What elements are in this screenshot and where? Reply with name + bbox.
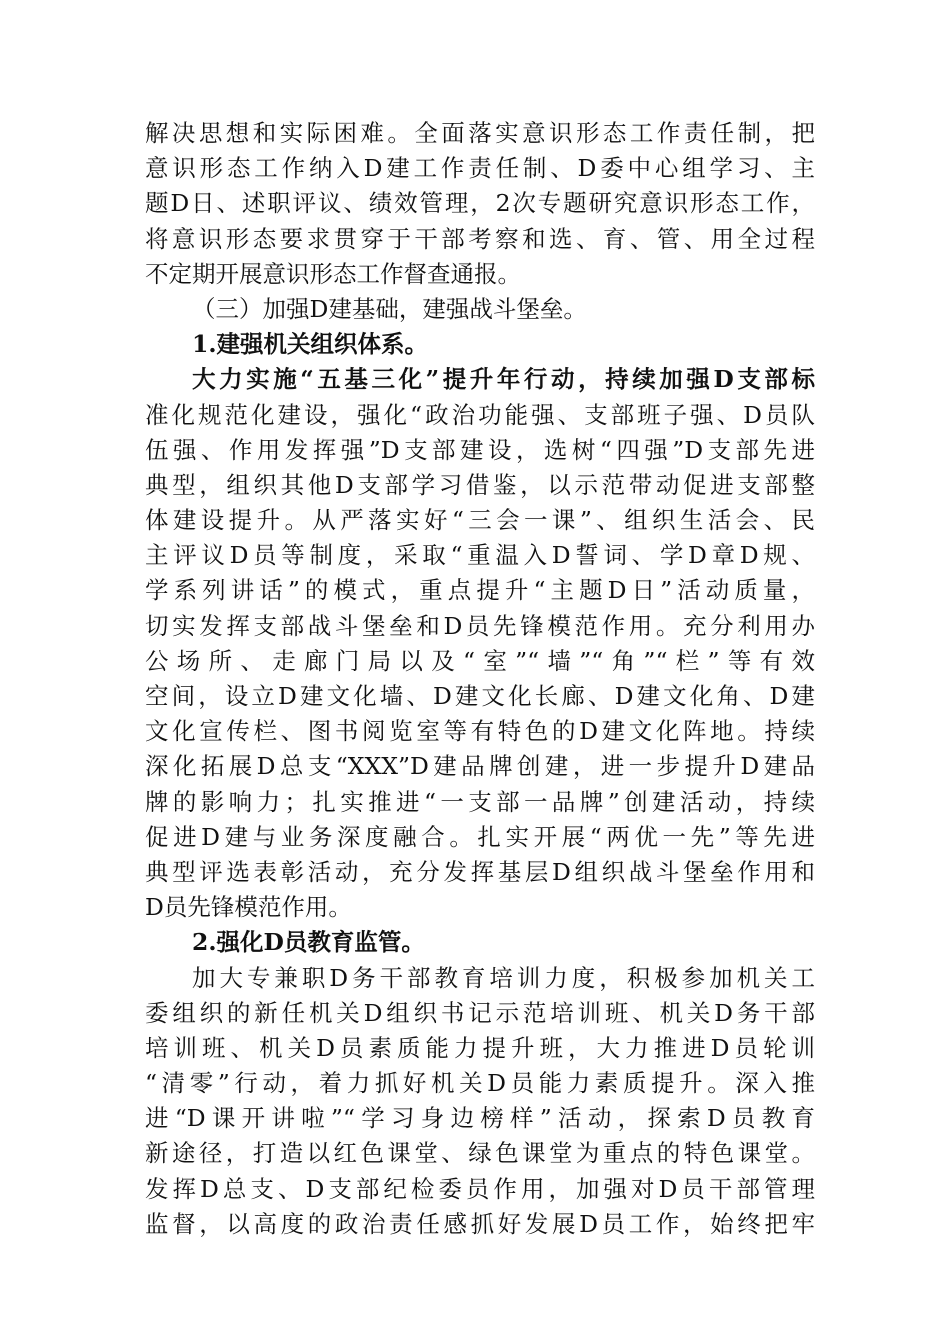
paragraph-line: 题D日、述职评议、绩效管理，2次专题研究意识形态工作， bbox=[145, 189, 815, 218]
paragraph-line: 意识形态工作纳入D建工作责任制、D委中心组学习、主 bbox=[145, 154, 815, 183]
paragraph-line: “清零”行动，着力抓好机关D员能力素质提升。深入推 bbox=[145, 1069, 815, 1098]
paragraph-line: 新途径，打造以红色课堂、绿色课堂为重点的特色课堂。 bbox=[145, 1139, 815, 1168]
document-body bbox=[145, 116, 815, 1242]
paragraph-line: 体建设提升。从严落实好“三会一课”、组织生活会、民 bbox=[145, 506, 815, 535]
paragraph-line: 典型评选表彰活动，充分发挥基层D组织战斗堡垒作用和 bbox=[145, 857, 815, 886]
section-heading: （三）加强D建基础，建强战斗堡垒。 bbox=[192, 294, 587, 323]
paragraph-line: 牌的影响力；扎实推进“一支部一品牌”创建活动，持续 bbox=[145, 787, 815, 816]
paragraph-line: 主评议D员等制度，采取“重温入D誓词、学D章D规、 bbox=[145, 541, 815, 570]
subsection-heading: 2.强化D员教育监管。 bbox=[192, 928, 425, 957]
paragraph-line: 公场所、走廊门局以及“室”“墙”“角”“栏”等有效 bbox=[145, 646, 815, 675]
paragraph-line: 深化拓展D总支“XXX”D建品牌创建，进一步提升D建品 bbox=[145, 752, 815, 781]
paragraph-line: 伍强、作用发挥强”D支部建设，选树“四强”D支部先进 bbox=[145, 435, 815, 464]
paragraph-line: 学系列讲话”的模式，重点提升“主题D日”活动质量， bbox=[145, 576, 815, 605]
paragraph-line: 文化宣传栏、图书阅览室等有特色的D建文化阵地。持续 bbox=[145, 717, 815, 746]
paragraph-line: 促进D建与业务深度融合。扎实开展“两优一先”等先进 bbox=[145, 822, 815, 851]
paragraph-line: 准化规范化建设，强化“政治功能强、支部班子强、D员队 bbox=[145, 400, 815, 429]
paragraph-line: D员先锋模范作用。 bbox=[145, 893, 352, 922]
paragraph-line: 委组织的新任机关D组织书记示范培训班、机关D务干部 bbox=[145, 998, 815, 1027]
paragraph-line: 典型，组织其他D支部学习借鉴，以示范带动促进支部整 bbox=[145, 470, 815, 499]
paragraph-line: 解决思想和实际困难。全面落实意识形态工作责任制，把 bbox=[145, 119, 815, 147]
paragraph-line: 培训班、机关D员素质能力提升班，大力推进D员轮训 bbox=[145, 1033, 815, 1062]
paragraph-line-bold: 大力实施“五基三化”提升年行动，持续加强D支部标 bbox=[192, 365, 815, 394]
paragraph-line: 不定期开展意识形态工作督查通报。 bbox=[145, 259, 521, 288]
paragraph-line: 将意识形态要求贯穿于干部考察和选、育、管、用全过程 bbox=[145, 224, 815, 253]
subsection-heading: 1.建强机关组织体系。 bbox=[192, 330, 429, 359]
paragraph-line: 发挥D总支、D支部纪检委员作用，加强对D员干部管理 bbox=[145, 1174, 815, 1203]
paragraph-line: 空间，设立D建文化墙、D建文化长廊、D建文化角、D建 bbox=[145, 682, 815, 710]
paragraph-line: 切实发挥支部战斗堡垒和D员先锋模范作用。充分利用办 bbox=[145, 611, 815, 640]
paragraph-line: 加大专兼职D务干部教育培训力度，积极参加机关工 bbox=[192, 963, 815, 992]
paragraph-line: 进“D课开讲啦”“学习身边榜样”活动，探索D员教育 bbox=[145, 1104, 815, 1133]
paragraph-line: 监督，以高度的政治责任感抓好发展D员工作，始终把牢 bbox=[145, 1209, 815, 1238]
